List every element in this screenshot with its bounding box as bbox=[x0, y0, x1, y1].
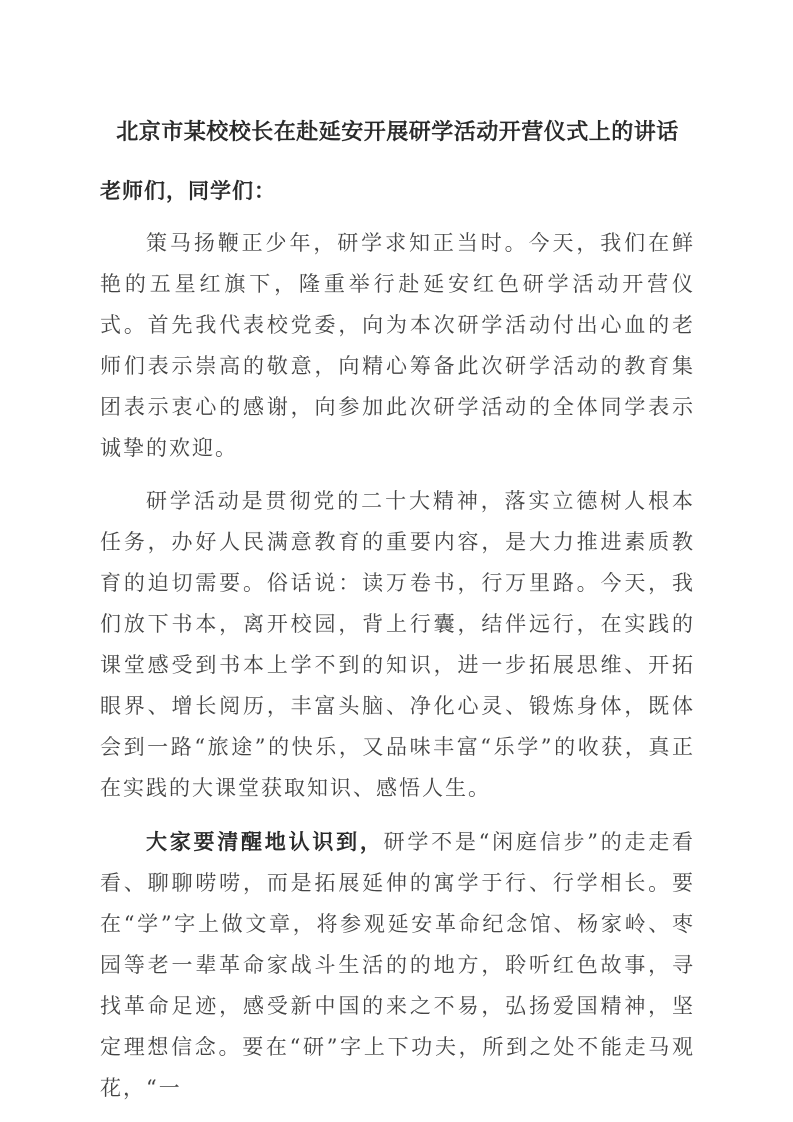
paragraph-2-text: 研学活动是贯彻党的二十大精神，落实立德树人根本任务，办好人民满意教育的重要内容，是大力推进素质教育的迫切需要。俗话说：读万卷书，行万里路。今天，我们放下书本，离开校园，背上行囊，结伴远行，在实践的课堂感受到书本上学不到的知识，进一步拓展思维、开拓眼界、增长阅历，丰富头脑、净化心灵、锻炼身体，既体会到一路“旅途”的快乐，又品味丰富“乐学”的收获，真正在实践的大课堂获取知识、感悟人生。 bbox=[100, 489, 695, 800]
paragraph-2 bbox=[100, 481, 695, 809]
document-content bbox=[100, 112, 695, 1109]
salutation: 老师们，同学们： bbox=[100, 178, 276, 203]
paragraph-3-bold-lead: 大家要清醒地认识到， bbox=[146, 829, 384, 854]
paragraph-1-text: 策马扬鞭正少年，研学求知正当时。今天，我们在鲜艳的五星红旗下，隆重举行赴延安红色研学活动开营仪式。首先我代表校党委，向为本次研学活动付出心血的老师们表示崇高的敬意，向精心筹备此次研学活动的教育集团表示衷心的感谢，向参加此次研学活动的全体同学表示诚挚的欢迎。 bbox=[100, 231, 695, 460]
paragraph-1 bbox=[100, 223, 695, 469]
paragraph-3-text: 研学不是“闲庭信步”的走走看看、聊聊唠唠，而是拓展延伸的寓学于行、行学相长。要在“学”字上做文章，将参观延安革命纪念馆、杨家岭、枣园等老一辈革命家战斗生活的的地方，聆听红色故事，寻找革命足迹，感受新中国的来之不易，弘扬爱国精神，坚定理想信念。要在“研”字上下功夫，所到之处不能走马观花，“一 bbox=[100, 830, 695, 1100]
paragraph-3 bbox=[100, 821, 695, 1109]
document-title: 北京市某校校长在赴延安开展研学活动开营仪式上的讲话 bbox=[116, 119, 679, 145]
